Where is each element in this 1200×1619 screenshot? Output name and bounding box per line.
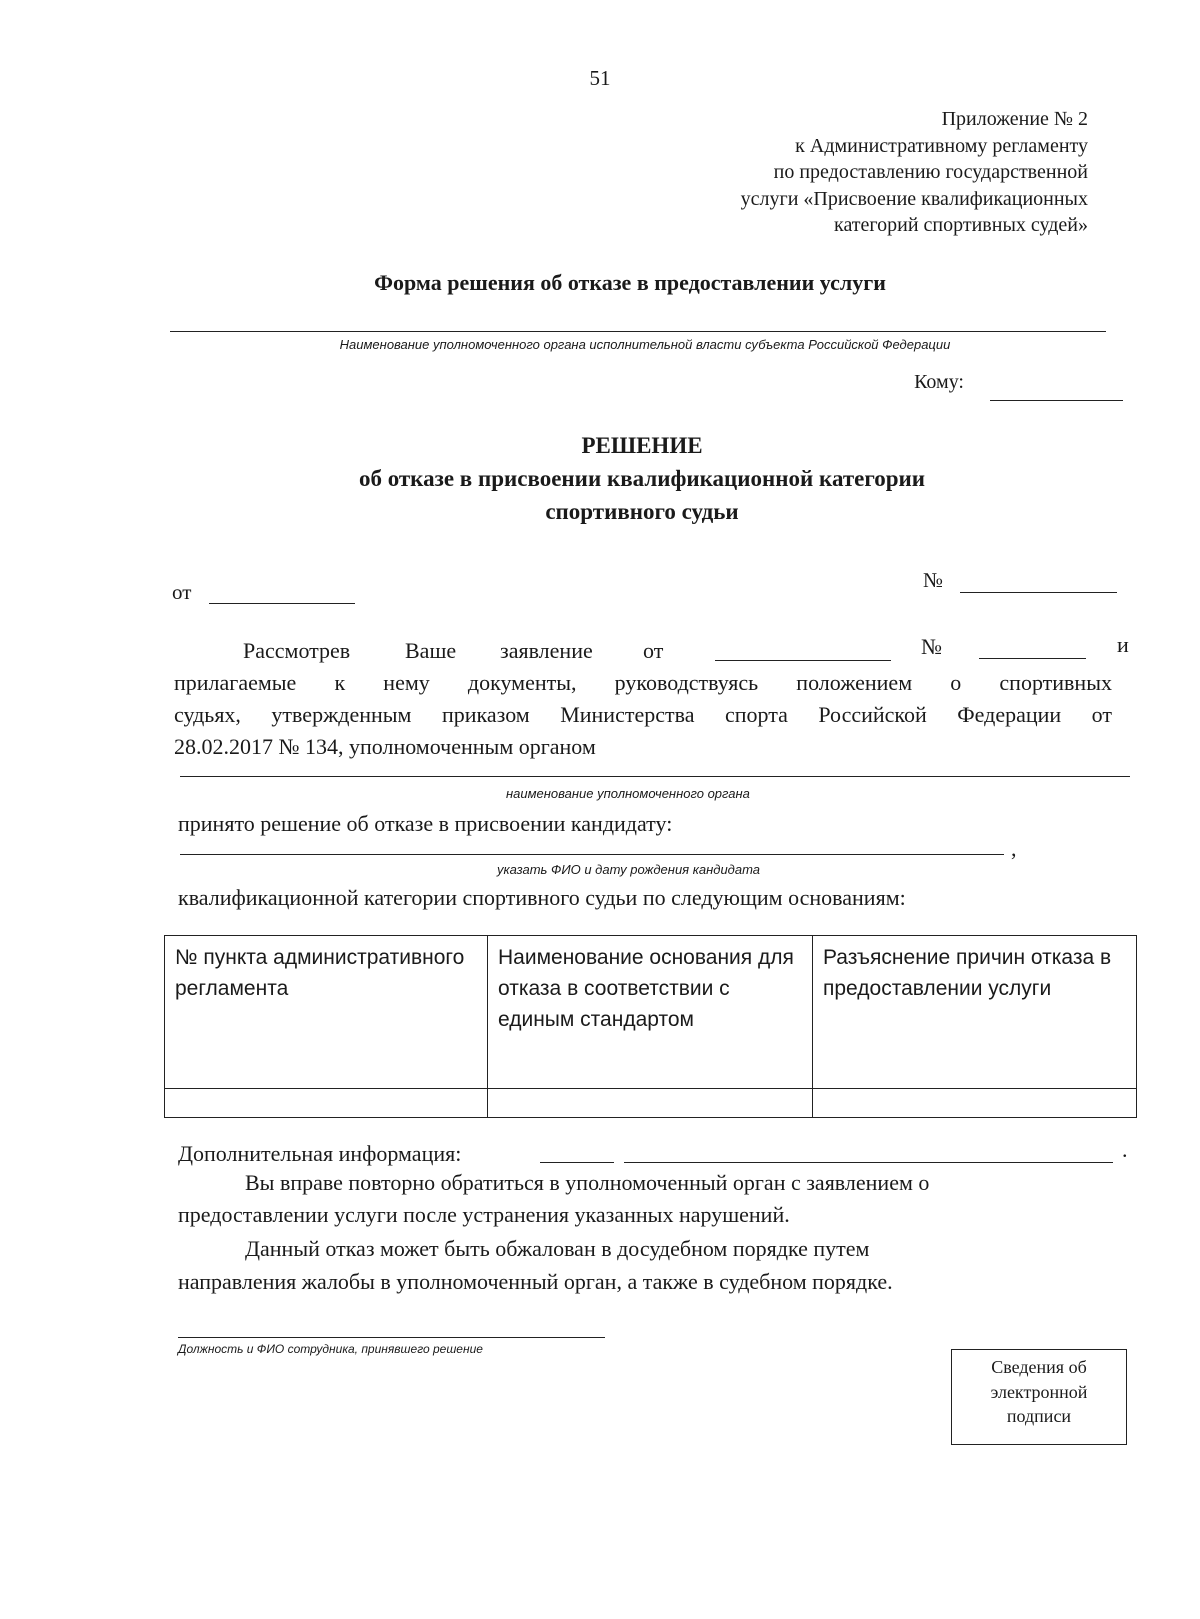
- appendix-line: категорий спортивных судей»: [834, 214, 1088, 236]
- signature-box-line: Сведения об: [991, 1357, 1087, 1377]
- appendix-line: Приложение № 2: [941, 108, 1088, 130]
- paragraph-line: предоставлении услуги после устранения указанных нарушений.: [178, 1202, 790, 1227]
- application-number-line: [979, 658, 1086, 659]
- form-title: Форма решения об отказе в предоставлении услуги: [374, 270, 886, 295]
- decision-title: РЕШЕНИЕ: [581, 433, 703, 458]
- from-label: от: [172, 580, 192, 604]
- candidate-caption: указать ФИО и дату рождения кандидата: [497, 862, 760, 877]
- authority-name-caption: наименование уполномоченного органа: [506, 786, 750, 801]
- body-word: Рассмотрев: [243, 638, 351, 663]
- decision-subtitle: спортивного судьи: [545, 499, 739, 524]
- table-header-cell: № пункта административного регламента: [165, 936, 488, 1089]
- body-line: прилагаемые к нему документы, руководствуясь положением о спортивных: [174, 670, 1112, 695]
- authority-field-line: [170, 331, 1106, 332]
- decision-heading: [0, 429, 1200, 528]
- authority-name-line: [180, 776, 1130, 777]
- signer-caption: Должность и ФИО сотрудника, принявшего решение: [178, 1342, 483, 1356]
- appendix-block: [741, 106, 1088, 239]
- body-word: и: [1117, 632, 1129, 657]
- additional-info-dot: .: [1122, 1137, 1128, 1162]
- electronic-signature-box: [951, 1349, 1127, 1445]
- table-row: [165, 1089, 1137, 1118]
- candidate-field-line: [180, 854, 1004, 855]
- table-header-row: [165, 936, 1137, 1089]
- authority-caption: Наименование уполномоченного органа исполнительной власти субъекта Российской Федерации: [339, 337, 951, 352]
- paragraph-line: направления жалобы в уполномоченный орган, а также в судебном порядке.: [178, 1269, 893, 1294]
- additional-info-label: Дополнительная информация:: [178, 1141, 462, 1166]
- paragraph-line: Вы вправе повторно обратиться в уполномоченный орган с заявлением о: [245, 1170, 930, 1195]
- appendix-line: к Административному регламенту: [795, 134, 1088, 157]
- table-header-cell: Наименование основания для отказа в соответствии с единым стандартом: [488, 936, 813, 1089]
- signature-box-line: электронной: [990, 1381, 1088, 1402]
- decision-line: принято решение об отказе в присвоении кандидату:: [178, 811, 673, 836]
- table-header-cell: Разъяснение причин отказа в предоставлении услуги: [813, 936, 1137, 1089]
- date-field-line: [209, 603, 355, 604]
- page-number: 51: [589, 66, 611, 90]
- additional-info-line: [540, 1162, 614, 1163]
- paragraph-line: Данный отказ может быть обжалован в досудебном порядке путем: [245, 1236, 870, 1261]
- body-word: Ваше: [405, 638, 457, 663]
- body-line: судьях, утвержденным приказом Министерства спорта Российской Федерации от: [174, 702, 1112, 727]
- candidate-comma: ,: [1011, 836, 1017, 861]
- to-field-line: [990, 400, 1123, 401]
- body-word: заявление: [500, 638, 593, 663]
- table-cell: [813, 1089, 1137, 1118]
- signature-box-line: подписи: [1006, 1406, 1072, 1426]
- body-line: 28.02.2017 № 134, уполномоченным органом: [174, 734, 596, 759]
- body-word: от: [643, 638, 664, 663]
- application-date-line: [715, 660, 891, 661]
- appendix-line: услуги «Присвоение квалификационных: [740, 187, 1088, 210]
- grounds-table: [164, 935, 1137, 1118]
- number-label: №: [923, 568, 944, 592]
- additional-info-line: [624, 1162, 1113, 1163]
- application-number-label: №: [921, 634, 942, 659]
- number-field-line: [960, 592, 1117, 593]
- appendix-line: по предоставлению государственной: [773, 161, 1088, 183]
- category-line: квалификационной категории спортивного судьи по следующим основаниям:: [178, 885, 906, 910]
- table-cell: [165, 1089, 488, 1118]
- to-label: Кому:: [914, 371, 964, 393]
- table-cell: [488, 1089, 813, 1118]
- signer-field-line: [178, 1337, 605, 1338]
- decision-subtitle: об отказе в присвоении квалификационной категории: [358, 466, 926, 491]
